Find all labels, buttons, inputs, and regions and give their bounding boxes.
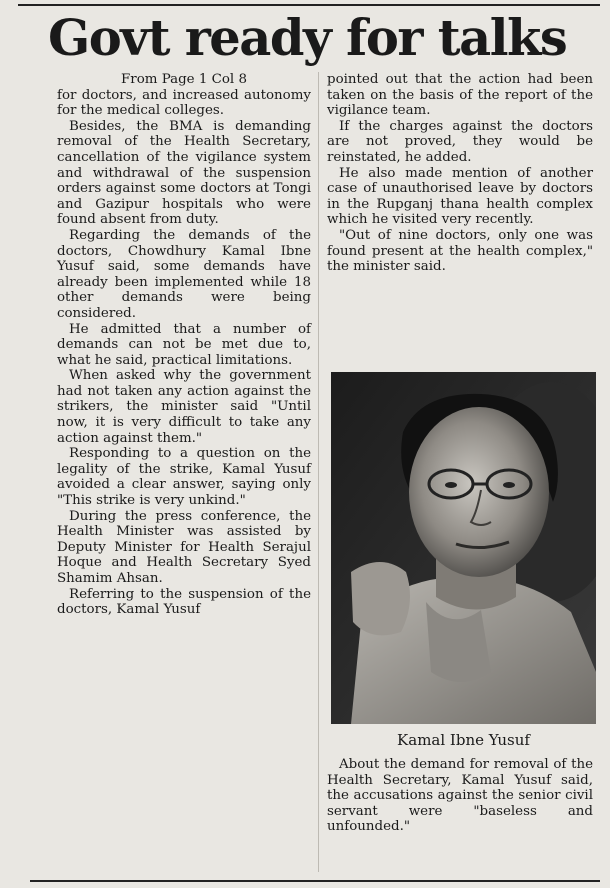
paragraph: Besides, the BMA is demanding removal of the Health Secretary, cancellation of the vigilance system and withdrawal of the suspension orders against some doctors at Tongi and Gazipur hospitals who were found absent from duty. xyxy=(57,118,311,228)
jump-line: From Page 1 Col 8 xyxy=(121,72,247,87)
portrait-photo-icon xyxy=(331,372,596,724)
paragraph: Responding to a question on the legality of the strike, Kamal Yusuf avoided a clear answer, saying only "This strike is very unkind." xyxy=(57,446,311,509)
portrait-photo xyxy=(331,372,596,724)
paragraph: pointed out that the action had been taken on the basis of the report of the vigilance team. xyxy=(327,72,593,119)
column-divider xyxy=(318,72,319,872)
paragraph: "Out of nine doctors, only one was found present at the health complex," the minister said. xyxy=(327,227,593,275)
photo-caption: Kamal Ibne Yusuf xyxy=(397,731,530,749)
paragraph: He also made mention of another case of unauthorised leave by doctors in the Rupganj thana health complex which he visited very recently. xyxy=(327,165,593,228)
paragraph: About the demand for removal of the Health Secretary, Kamal Yusuf said, the accusations against the senior civil servant were "baseless and unfounded." xyxy=(327,757,593,835)
right-column xyxy=(327,72,593,275)
paragraph: If the charges against the doctors are not proved, they would be reinstated, he added. xyxy=(327,118,593,165)
top-rule xyxy=(18,4,600,6)
paragraph: Regarding the demands of the doctors, Chowdhury Kamal Ibne Yusuf said, some demands have already been implemented while 18 other demands were being considered. xyxy=(57,227,311,321)
bottom-rule xyxy=(30,880,600,882)
left-column xyxy=(57,72,311,618)
headline: Govt ready for talks xyxy=(47,8,567,67)
paragraph: Referring to the suspension of the doctors, Kamal Yusuf xyxy=(57,586,311,618)
paragraph: for doctors, and increased autonomy for the medical colleges. xyxy=(57,87,311,119)
right-column-continued xyxy=(327,757,593,835)
paragraph: During the press conference, the Health Minister was assisted by Deputy Minister for Health Serajul Hoque and Health Secretary Syed Shamim Ahsan. xyxy=(57,508,311,586)
paragraph: When asked why the government had not taken any action against the strikers, the minister said "Until now, it is very difficult to take any action against them." xyxy=(57,368,311,446)
paragraph: He admitted that a number of demands can not be met due to, what he said, practical limitations. xyxy=(57,321,311,368)
